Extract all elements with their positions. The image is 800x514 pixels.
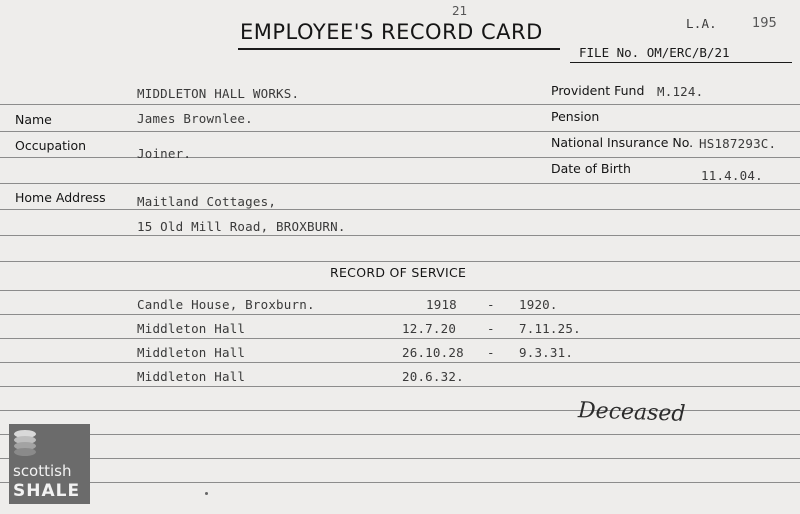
ruled-line bbox=[0, 458, 800, 459]
pencil-mark: 21 bbox=[452, 4, 468, 18]
pension-label: Pension bbox=[551, 109, 600, 124]
date-of-birth-label: Date of Birth bbox=[551, 161, 631, 176]
service-from: 26.10.28 bbox=[402, 345, 464, 360]
service-from: 1918 bbox=[426, 297, 457, 312]
address-line-1: Maitland Cottages, bbox=[137, 194, 277, 209]
card-title: EMPLOYEE'S RECORD CARD bbox=[240, 20, 543, 44]
ink-dot bbox=[205, 492, 208, 495]
service-dash: - bbox=[487, 345, 495, 360]
service-place: Candle House, Broxburn. bbox=[137, 297, 315, 312]
ruled-line bbox=[0, 261, 800, 262]
ruled-line bbox=[0, 290, 800, 291]
corner-code: L.A. bbox=[686, 16, 717, 31]
corner-number: 195 bbox=[752, 16, 777, 31]
national-insurance-value: HS187293C. bbox=[699, 136, 777, 151]
occupation-label: Occupation bbox=[15, 138, 87, 153]
ruled-line bbox=[0, 104, 800, 105]
service-to: 1920. bbox=[519, 297, 558, 312]
ruled-line bbox=[0, 131, 800, 132]
ruled-line bbox=[0, 434, 800, 435]
scottish-shale-logo bbox=[9, 424, 90, 504]
national-insurance-label: National Insurance No. bbox=[551, 135, 694, 150]
ruled-line bbox=[0, 386, 800, 387]
service-from: 12.7.20 bbox=[402, 321, 457, 336]
service-from: 20.6.32. bbox=[402, 369, 464, 384]
title-underline bbox=[238, 48, 560, 50]
service-place: Middleton Hall bbox=[137, 321, 246, 336]
occupation-value: Joiner. bbox=[137, 146, 192, 161]
shale-layers-icon bbox=[9, 424, 90, 460]
service-place: Middleton Hall bbox=[137, 345, 246, 360]
home-address-label: Home Address bbox=[15, 190, 106, 205]
address-line-2: 15 Old Mill Road, BROXBURN. bbox=[137, 219, 346, 234]
ruled-line bbox=[0, 183, 800, 184]
name-value: James Brownlee. bbox=[137, 111, 253, 126]
logo-text-line-1: scottish bbox=[13, 462, 72, 480]
ruled-line bbox=[0, 482, 800, 483]
file-number: FILE No. OM/ERC/B/21 bbox=[579, 45, 730, 60]
date-of-birth-value: 11.4.04. bbox=[701, 168, 763, 183]
works-name: MIDDLETON HALL WORKS. bbox=[137, 86, 300, 101]
ruled-line bbox=[0, 209, 800, 210]
ruled-line bbox=[0, 362, 800, 363]
ruled-line bbox=[0, 338, 800, 339]
ruled-line bbox=[0, 314, 800, 315]
service-to: 7.11.25. bbox=[519, 321, 581, 336]
ruled-line bbox=[0, 235, 800, 236]
logo-text-line-2: SHALE bbox=[13, 481, 81, 501]
record-of-service-heading: RECORD OF SERVICE bbox=[330, 265, 467, 280]
service-dash: - bbox=[487, 297, 495, 312]
name-label: Name bbox=[15, 112, 52, 127]
service-dash: - bbox=[487, 321, 495, 336]
service-to: 9.3.31. bbox=[519, 345, 574, 360]
deceased-annotation: Deceased bbox=[577, 398, 686, 427]
provident-fund-value: M.124. bbox=[657, 84, 704, 99]
ruled-line bbox=[0, 157, 800, 158]
file-number-underline bbox=[570, 62, 792, 63]
provident-fund-label: Provident Fund bbox=[551, 83, 645, 98]
service-place: Middleton Hall bbox=[137, 369, 246, 384]
